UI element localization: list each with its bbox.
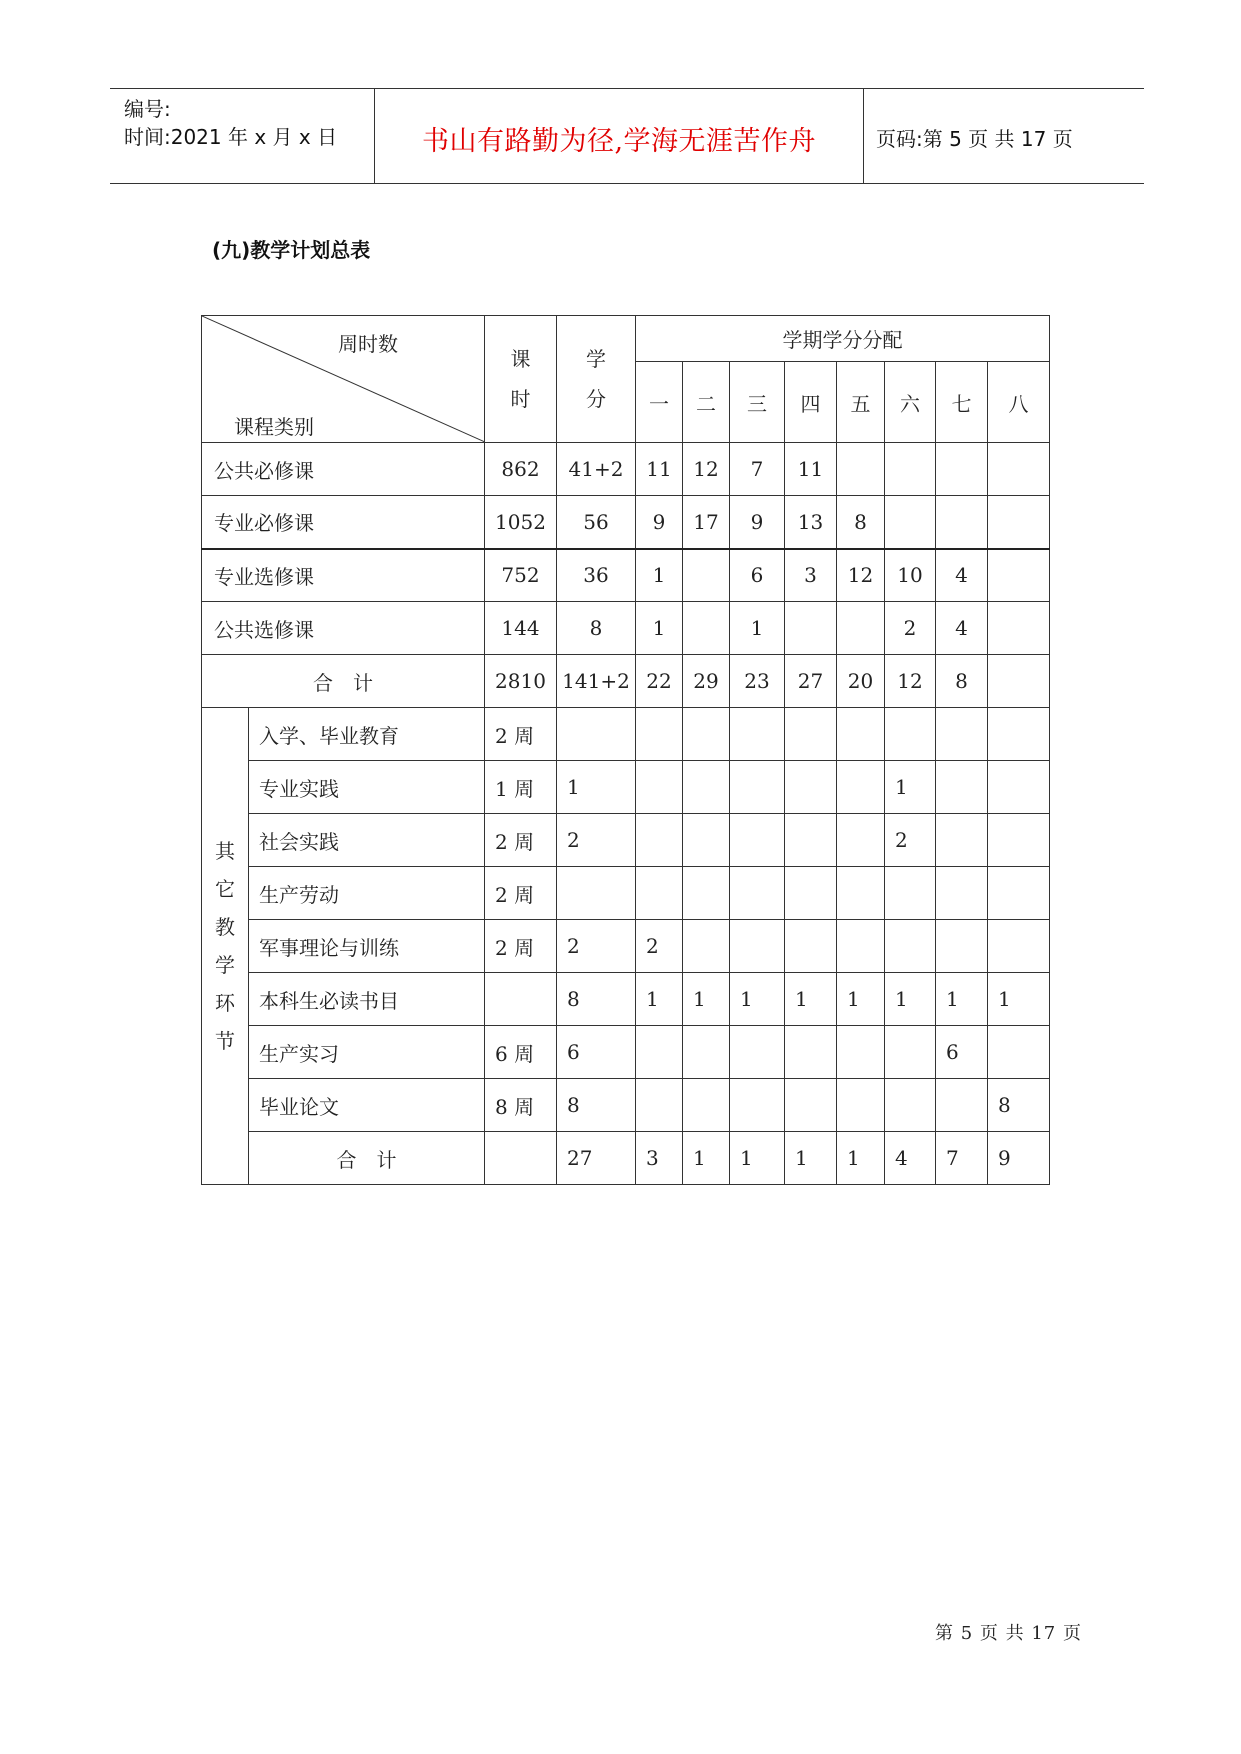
document-date: 时间:2021 年 x 月 x 日 xyxy=(124,125,338,149)
semester-credit-cell: 8 xyxy=(936,655,988,708)
corner-header-cell xyxy=(202,316,485,443)
semester-header: 学期学分分配 xyxy=(636,316,1050,362)
table-row xyxy=(202,496,1050,549)
semester-credit-cell xyxy=(988,867,1050,920)
semester-credit-cell: 7 xyxy=(730,443,785,496)
semester-credit-cell xyxy=(988,655,1050,708)
semester-credit-cell xyxy=(988,920,1050,973)
semester-credit-cell: 2 xyxy=(885,814,936,867)
semester-credit-cell xyxy=(683,920,730,973)
semester-credit-cell xyxy=(785,867,837,920)
semester-credit-cell xyxy=(837,443,885,496)
semester-credit-cell: 1 xyxy=(683,1132,730,1185)
semester-credit-cell xyxy=(988,1026,1050,1079)
semester-credit-cell: 1 xyxy=(837,1132,885,1185)
hours-cell: 2810 xyxy=(485,655,557,708)
semester-credit-cell xyxy=(683,549,730,602)
course-name: 公共选修课 xyxy=(202,602,485,655)
semester-5: 五 xyxy=(837,362,885,443)
hours-cell: 862 xyxy=(485,443,557,496)
credits-cell: 41+2 xyxy=(557,443,636,496)
semester-credit-cell xyxy=(885,867,936,920)
table-row xyxy=(202,1026,1050,1079)
header-page-cell xyxy=(864,89,1144,183)
semester-credit-cell xyxy=(988,496,1050,549)
semester-credit-cell: 9 xyxy=(636,496,683,549)
semester-credit-cell xyxy=(785,814,837,867)
semester-credit-cell: 4 xyxy=(936,602,988,655)
hours-cell: 752 xyxy=(485,549,557,602)
semester-credit-cell: 1 xyxy=(785,1132,837,1185)
semester-credit-cell xyxy=(683,1079,730,1132)
table-row xyxy=(202,1079,1050,1132)
semester-credit-cell xyxy=(936,496,988,549)
semester-credit-cell: 12 xyxy=(837,549,885,602)
semester-credit-cell xyxy=(988,708,1050,761)
semester-credit-cell: 27 xyxy=(785,655,837,708)
semester-credit-cell xyxy=(837,920,885,973)
semester-credit-cell: 1 xyxy=(785,973,837,1026)
semester-credit-cell xyxy=(785,920,837,973)
semester-4: 四 xyxy=(785,362,837,443)
credits-cell: 6 xyxy=(557,1026,636,1079)
semester-credit-cell xyxy=(683,708,730,761)
semester-credit-cell xyxy=(730,867,785,920)
semester-credit-cell: 9 xyxy=(988,1132,1050,1185)
credits-cell: 8 xyxy=(557,973,636,1026)
credits-cell: 56 xyxy=(557,496,636,549)
activity-name: 军事理论与训练 xyxy=(249,920,485,973)
semester-credit-cell: 3 xyxy=(636,1132,683,1185)
semester-credit-cell: 11 xyxy=(636,443,683,496)
header-motto-cell xyxy=(375,89,864,183)
table-row xyxy=(202,443,1050,496)
semester-credit-cell: 6 xyxy=(730,549,785,602)
activity-name: 社会实践 xyxy=(249,814,485,867)
col-header-hours: 课 时 xyxy=(485,316,557,443)
semester-credit-cell xyxy=(837,1079,885,1132)
semester-credit-cell xyxy=(683,867,730,920)
table-row xyxy=(202,814,1050,867)
semester-credit-cell: 8 xyxy=(988,1079,1050,1132)
semester-7: 七 xyxy=(936,362,988,443)
credits-cell xyxy=(557,708,636,761)
semester-credit-cell: 1 xyxy=(885,761,936,814)
semester-credit-cell xyxy=(885,1026,936,1079)
semester-credit-cell xyxy=(837,867,885,920)
credits-cell: 27 xyxy=(557,1132,636,1185)
semester-credit-cell xyxy=(988,761,1050,814)
credits-cell xyxy=(557,867,636,920)
hours-cell: 8 周 xyxy=(485,1079,557,1132)
semester-credit-cell xyxy=(730,1079,785,1132)
activity-name: 毕业论文 xyxy=(249,1079,485,1132)
semester-credit-cell: 1 xyxy=(988,973,1050,1026)
activity-name: 生产劳动 xyxy=(249,867,485,920)
semester-credit-cell xyxy=(885,920,936,973)
hours-cell xyxy=(485,1132,557,1185)
teaching-plan-table xyxy=(201,315,1050,1185)
semester-credit-cell xyxy=(837,602,885,655)
credits-cell: 8 xyxy=(557,1079,636,1132)
hours-cell: 2 周 xyxy=(485,867,557,920)
hours-cell: 2 周 xyxy=(485,814,557,867)
semester-credit-cell xyxy=(988,443,1050,496)
semester-credit-cell xyxy=(936,708,988,761)
semester-6: 六 xyxy=(885,362,936,443)
semester-credit-cell xyxy=(936,443,988,496)
other-section-label: 其 它 教 学 环 节 xyxy=(202,708,249,1185)
hours-cell xyxy=(485,973,557,1026)
semester-credit-cell xyxy=(936,920,988,973)
course-name: 合 计 xyxy=(202,655,485,708)
activity-name: 专业实践 xyxy=(249,761,485,814)
semester-2: 二 xyxy=(683,362,730,443)
semester-credit-cell xyxy=(837,708,885,761)
semester-credit-cell: 10 xyxy=(885,549,936,602)
course-name: 公共必修课 xyxy=(202,443,485,496)
semester-credit-cell: 29 xyxy=(683,655,730,708)
table-row xyxy=(202,973,1050,1026)
table-row xyxy=(202,549,1050,602)
credits-cell: 1 xyxy=(557,761,636,814)
semester-credit-cell xyxy=(636,1079,683,1132)
semester-credit-cell: 22 xyxy=(636,655,683,708)
table-row xyxy=(202,708,1050,761)
semester-credit-cell: 6 xyxy=(936,1026,988,1079)
semester-credit-cell: 3 xyxy=(785,549,837,602)
activity-name: 本科生必读书目 xyxy=(249,973,485,1026)
semester-credit-cell xyxy=(785,761,837,814)
semester-credit-cell xyxy=(837,814,885,867)
semester-credit-cell: 4 xyxy=(885,1132,936,1185)
semester-credit-cell xyxy=(636,761,683,814)
semester-credit-cell: 7 xyxy=(936,1132,988,1185)
semester-credit-cell xyxy=(636,708,683,761)
semester-credit-cell xyxy=(988,602,1050,655)
semester-credit-cell xyxy=(683,602,730,655)
header-meta-cell xyxy=(110,89,375,183)
semester-credit-cell: 1 xyxy=(885,973,936,1026)
semester-credit-cell xyxy=(730,708,785,761)
activity-name: 生产实习 xyxy=(249,1026,485,1079)
corner-bottom-label: 课程类别 xyxy=(234,415,314,439)
table-row xyxy=(202,655,1050,708)
page-footer: 第 5 页 共 17 页 xyxy=(935,1623,1082,1644)
semester-credit-cell: 13 xyxy=(785,496,837,549)
semester-credit-cell xyxy=(785,708,837,761)
hours-cell: 144 xyxy=(485,602,557,655)
semester-credit-cell xyxy=(683,814,730,867)
semester-credit-cell: 20 xyxy=(837,655,885,708)
semester-credit-cell xyxy=(683,761,730,814)
credits-cell: 36 xyxy=(557,549,636,602)
corner-top-label: 周时数 xyxy=(338,332,398,356)
semester-credit-cell xyxy=(730,814,785,867)
semester-credit-cell xyxy=(636,1026,683,1079)
credits-cell: 8 xyxy=(557,602,636,655)
table-row xyxy=(202,920,1050,973)
semester-credit-cell: 17 xyxy=(683,496,730,549)
semester-credit-cell: 2 xyxy=(636,920,683,973)
table-row xyxy=(202,1132,1050,1185)
semester-credit-cell: 1 xyxy=(730,602,785,655)
semester-credit-cell xyxy=(785,1079,837,1132)
semester-credit-cell: 1 xyxy=(936,973,988,1026)
semester-credit-cell xyxy=(936,814,988,867)
semester-credit-cell xyxy=(785,602,837,655)
semester-credit-cell: 12 xyxy=(683,443,730,496)
col-header-credits: 学 分 xyxy=(557,316,636,443)
hours-cell: 6 周 xyxy=(485,1026,557,1079)
section-title: (九)教学计划总表 xyxy=(212,238,371,262)
hours-cell: 1 周 xyxy=(485,761,557,814)
document-code: 编号: xyxy=(124,97,171,121)
semester-credit-cell: 1 xyxy=(683,973,730,1026)
semester-credit-cell: 23 xyxy=(730,655,785,708)
semester-credit-cell xyxy=(636,867,683,920)
activity-name: 入学、毕业教育 xyxy=(249,708,485,761)
semester-credit-cell xyxy=(730,1026,785,1079)
semester-credit-cell: 1 xyxy=(636,549,683,602)
semester-credit-cell xyxy=(837,1026,885,1079)
semester-credit-cell xyxy=(936,867,988,920)
semester-credit-cell xyxy=(936,761,988,814)
course-name: 专业选修课 xyxy=(202,549,485,602)
semester-1: 一 xyxy=(636,362,683,443)
table-row xyxy=(202,867,1050,920)
semester-credit-cell xyxy=(936,1079,988,1132)
hours-cell: 2 周 xyxy=(485,708,557,761)
credits-cell: 2 xyxy=(557,920,636,973)
page-number: 页码:第 5 页 共 17 页 xyxy=(876,127,1073,151)
semester-credit-cell xyxy=(683,1026,730,1079)
semester-credit-cell xyxy=(730,761,785,814)
semester-credit-cell xyxy=(885,1079,936,1132)
semester-credit-cell: 1 xyxy=(730,973,785,1026)
semester-credit-cell xyxy=(730,920,785,973)
credits-cell: 2 xyxy=(557,814,636,867)
activity-name: 合 计 xyxy=(249,1132,485,1185)
semester-credit-cell xyxy=(636,814,683,867)
semester-8: 八 xyxy=(988,362,1050,443)
semester-credit-cell: 1 xyxy=(837,973,885,1026)
page-header xyxy=(110,88,1144,184)
semester-credit-cell xyxy=(988,549,1050,602)
semester-3: 三 xyxy=(730,362,785,443)
semester-credit-cell xyxy=(885,496,936,549)
semester-credit-cell xyxy=(988,814,1050,867)
table-row xyxy=(202,761,1050,814)
semester-credit-cell xyxy=(785,1026,837,1079)
semester-credit-cell: 4 xyxy=(936,549,988,602)
hours-cell: 2 周 xyxy=(485,920,557,973)
hours-cell: 1052 xyxy=(485,496,557,549)
semester-credit-cell: 1 xyxy=(636,973,683,1026)
semester-credit-cell: 8 xyxy=(837,496,885,549)
credits-cell: 141+2 xyxy=(557,655,636,708)
semester-credit-cell: 1 xyxy=(636,602,683,655)
semester-credit-cell xyxy=(885,443,936,496)
semester-credit-cell xyxy=(885,708,936,761)
semester-credit-cell xyxy=(837,761,885,814)
semester-credit-cell: 9 xyxy=(730,496,785,549)
motto: 书山有路勤为径,学海无涯苦作舟 xyxy=(421,126,817,157)
semester-credit-cell: 11 xyxy=(785,443,837,496)
course-name: 专业必修课 xyxy=(202,496,485,549)
semester-credit-cell: 1 xyxy=(730,1132,785,1185)
semester-credit-cell: 12 xyxy=(885,655,936,708)
semester-credit-cell: 2 xyxy=(885,602,936,655)
table-row xyxy=(202,602,1050,655)
